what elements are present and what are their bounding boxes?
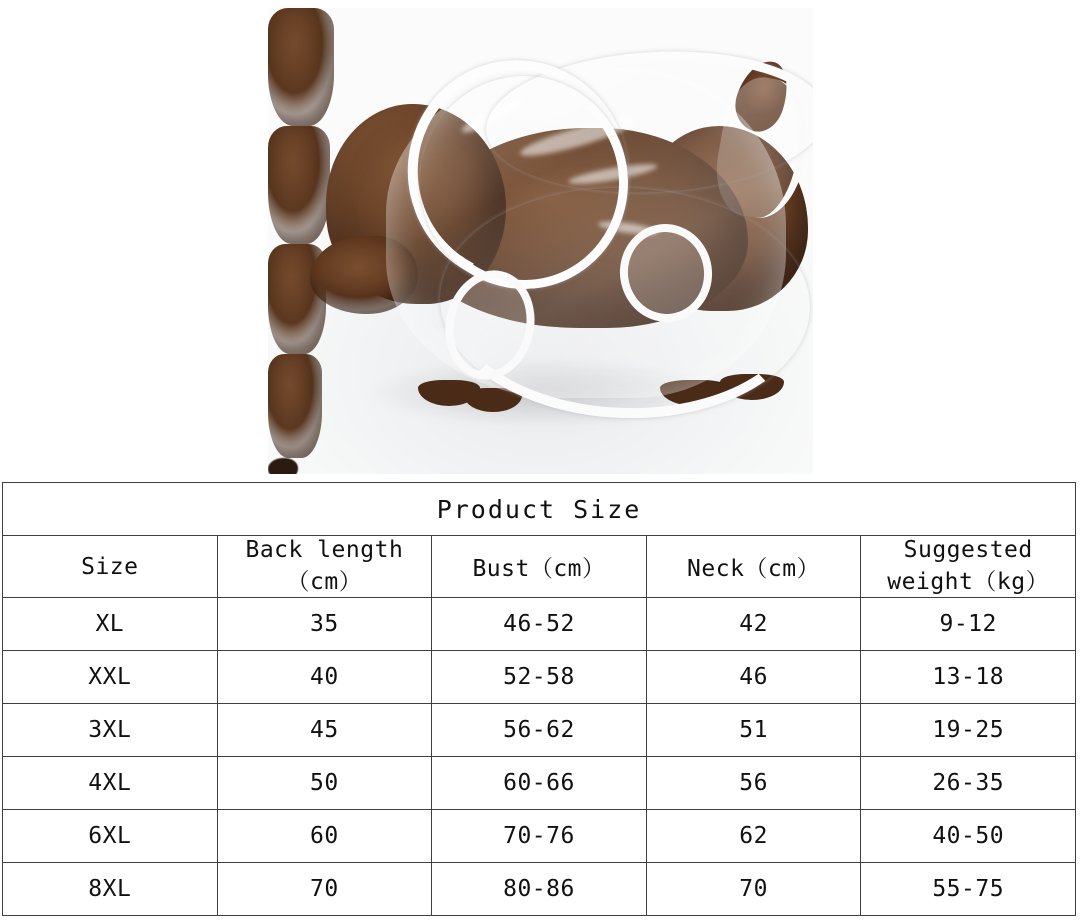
table-title-row [3,483,1076,536]
cell-size: XL [3,598,218,651]
cell-back-length: 60 [217,810,432,863]
table-row [3,757,1076,810]
cell-size: 8XL [3,863,218,916]
column-header-neck: Neck（cm） [646,536,861,598]
cell-weight: 40-50 [861,810,1076,863]
cell-bust: 70-76 [432,810,647,863]
cell-weight: 9-12 [861,598,1076,651]
cell-size: 3XL [3,704,218,757]
cell-bust: 56-62 [432,704,647,757]
cell-back-length: 40 [217,651,432,704]
table-header-row [3,536,1076,598]
column-header-weight: Suggested weight（kg） [861,536,1076,598]
size-table-wrap [2,482,1076,916]
cell-bust: 52-58 [432,651,647,704]
column-header-bust: Bust（cm） [432,536,647,598]
cell-bust: 60-66 [432,757,647,810]
table-row [3,598,1076,651]
cell-neck: 51 [646,704,861,757]
product-size-table [2,482,1076,916]
cell-neck: 56 [646,757,861,810]
table-row [3,863,1076,916]
dog-nose [268,458,298,474]
table-row [3,704,1076,757]
cell-weight: 55-75 [861,863,1076,916]
cell-neck: 42 [646,598,861,651]
cell-size: XXL [3,651,218,704]
cell-back-length: 50 [217,757,432,810]
dog-back-leg-left [268,8,334,126]
table-row [3,651,1076,704]
cell-size: 6XL [3,810,218,863]
cell-back-length: 35 [217,598,432,651]
cell-neck: 70 [646,863,861,916]
column-header-back-length: Back length（cm） [217,536,432,598]
cell-weight: 19-25 [861,704,1076,757]
cell-neck: 46 [646,651,861,704]
cell-size: 4XL [3,757,218,810]
cell-weight: 26-35 [861,757,1076,810]
dog-raincoat-photo [268,8,813,474]
cell-back-length: 45 [217,704,432,757]
cell-back-length: 70 [217,863,432,916]
cell-weight: 13-18 [861,651,1076,704]
dog-back-leg-right [268,126,330,244]
column-header-size: Size [3,536,218,598]
cell-bust: 46-52 [432,598,647,651]
table-title: Product Size [3,483,1076,536]
table-row [3,810,1076,863]
cell-neck: 62 [646,810,861,863]
cell-bust: 80-86 [432,863,647,916]
